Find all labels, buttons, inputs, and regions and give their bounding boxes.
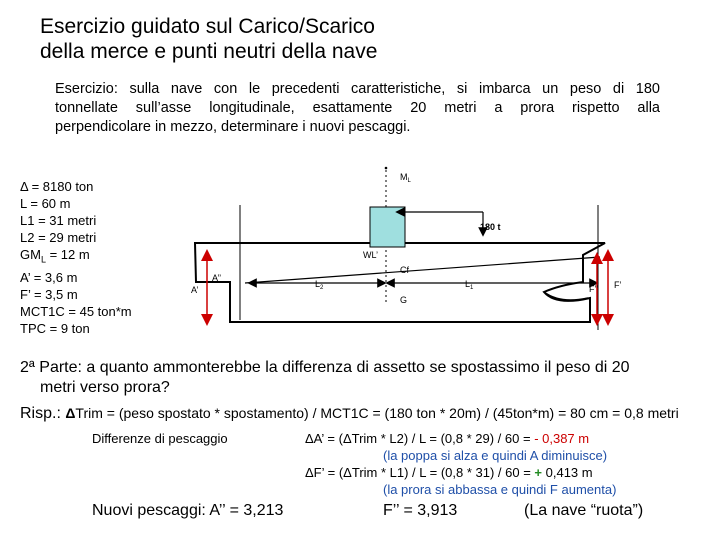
exercise-line-2: tonnellate sull’asse longitudinale, esattamente 20 metri a prora rispetto alla [55,100,660,116]
delta-a-note: (la poppa si alza e quindi A diminuisce) [383,448,608,463]
param-length: L = 60 m [20,196,71,211]
metacenter-point [385,167,388,170]
delta-f-formula: ΔF’ = (ΔTrim * L1) / L = (0,8 * 31) / 60 = + 0,413 m [305,465,593,480]
title-line-2: della merce e punti neutri della nave [40,40,378,63]
answer-label: Risp.: [20,405,66,422]
param-l2: L2 = 29 metri [20,230,97,245]
delta-f-note: (la prora si abbassa e quindi F aumenta) [383,482,617,497]
exercise-line-1: Esercizio: sulla nave con le precedenti caratteristiche, si imbarca un peso di 180 [55,81,660,97]
l2-label: $L_2$ [315,279,324,291]
bow-bulb [544,292,588,300]
f1-label: F’ [614,280,622,290]
param-displacement: Δ = 8180 ton [20,179,94,194]
param-f1: F’ = 3,5 m [20,286,78,302]
differenze-label: Differenze di pescaggio [92,431,228,446]
f2-label: F’’ [589,284,599,294]
weight-box [370,207,405,247]
part2-line-1: 2ª Parte: a quanto ammonterebbe la differenza di assetto se spostassimo il peso di 20 [20,359,630,376]
exercise-line-3: perpendicolare in mezzo, determinare i nuovi pescaggi. [55,119,411,135]
param-l1: L1 = 31 metri [20,213,97,228]
param-a1: A’ = 3,6 m [20,269,78,285]
final-a-draft: Nuovi pescaggi: A’’ = 3,213 [92,502,284,519]
a1-label: A’ [191,285,199,295]
waterline-label: WL’ [363,250,379,260]
answer-line [20,405,679,423]
final-note: (La nave “ruota”) [524,502,644,519]
param-gml: $GM_L = 12$ m [20,247,90,265]
waterline [245,257,600,283]
param-mct1c: MCT1C = 45 ton*m [20,303,132,319]
title-line-1: Esercizio guidato sul Carico/Scarico [40,15,375,38]
ml-label: $M_L$ [400,172,411,184]
weight-label: 180 t [480,222,501,232]
part2-question [20,358,710,398]
answer-formula: Trim = (peso spostato * spostamento) / MCT1C = (180 ton * 20m) / (45ton*m) = 80 cm = 0,8 metri [75,405,679,421]
param-tpc: TPC = 9 ton [20,320,90,336]
a2-label: A’’ [212,273,222,283]
l1-label: $L_1$ [465,279,474,291]
delta-a-formula: ΔA’ = (ΔTrim * L2) / L = (0,8 * 29) / 60 = - 0,387 m [305,431,590,446]
g-label: G [400,295,408,305]
cf-label: Cf [400,265,409,275]
part2-line-2: metri verso prora? [40,379,170,396]
final-f-draft: F’’ = 3,913 [383,502,458,519]
delta-symbol: Δ [65,405,76,421]
